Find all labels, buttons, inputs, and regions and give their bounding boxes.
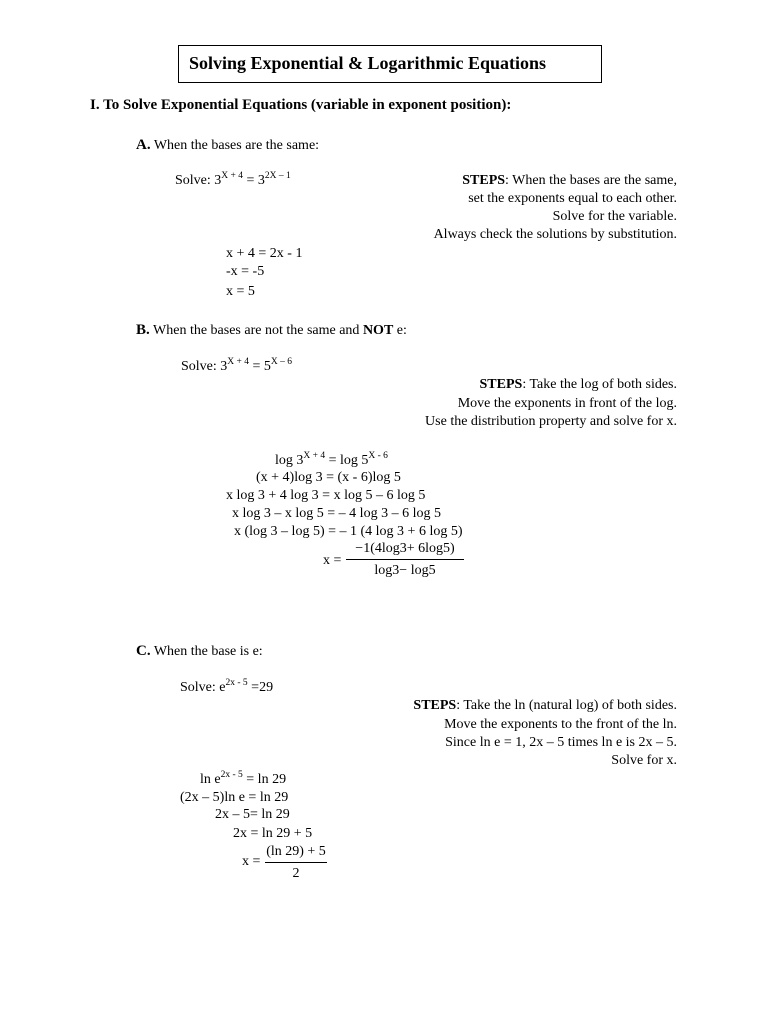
part-a-solve-prefix: Solve: 3 bbox=[175, 173, 222, 188]
part-c-work-l1-prefix: ln e bbox=[200, 772, 221, 787]
part-a-work-line: -x = -5 bbox=[226, 264, 265, 279]
part-c-steps-label: STEPS bbox=[413, 698, 457, 713]
part-c-steps-line2: Move the exponents to the front of the ln. bbox=[444, 717, 677, 732]
part-c-work-l1-exp: 2x - 5 bbox=[220, 770, 243, 780]
part-c-work-line4: 2x = ln 29 + 5 bbox=[233, 826, 313, 841]
part-a-solve bbox=[175, 172, 291, 190]
part-c-steps-line4: Solve for x. bbox=[611, 753, 677, 768]
part-b-work-l1-mid: = log 5 bbox=[325, 453, 369, 468]
part-b-x-equals: x = bbox=[323, 553, 342, 568]
part-c-x-equals: x = bbox=[242, 854, 261, 869]
part-b-fraction bbox=[346, 541, 464, 579]
part-b-solve-prefix: Solve: 3 bbox=[181, 359, 228, 374]
part-a-solve-exp2: 2X – 1 bbox=[264, 171, 291, 181]
part-b-work-line1 bbox=[275, 452, 388, 470]
part-a-work-line: x + 4 = 2x - 1 bbox=[226, 246, 303, 261]
part-b-steps-label: STEPS bbox=[479, 377, 523, 392]
part-c-solve-prefix: Solve: e bbox=[180, 680, 226, 695]
part-c-steps-line3: Since ln e = 1, 2x – 5 times ln e is 2x – 5. bbox=[445, 735, 677, 750]
part-b-work-l1-exp2: X - 6 bbox=[368, 451, 388, 461]
part-b-solve bbox=[181, 358, 292, 376]
part-a-letter: A. bbox=[136, 137, 151, 153]
part-c-work-line3: 2x – 5= ln 29 bbox=[215, 807, 290, 822]
part-a-work-line: x = 5 bbox=[226, 284, 255, 299]
part-b-steps-line1 bbox=[480, 376, 678, 394]
part-a-steps-line3: Solve for the variable. bbox=[552, 209, 677, 224]
part-c-work-line1 bbox=[200, 771, 286, 789]
part-b-intro bbox=[136, 321, 407, 340]
title-box bbox=[178, 45, 602, 83]
part-a-intro-text: When the bases are the same: bbox=[150, 138, 320, 153]
part-b-letter: B. bbox=[136, 322, 150, 338]
part-b-fraction-denominator: log3− log5 bbox=[374, 563, 436, 578]
part-c-fraction-numerator: (ln 29) + 5 bbox=[265, 844, 327, 863]
part-b-work-l1-exp1: X + 4 bbox=[303, 451, 326, 461]
part-b-steps-line1-text: : Take the log of both sides. bbox=[522, 377, 677, 392]
part-b-intro-bold: NOT bbox=[362, 323, 394, 338]
part-b-work-line3: x log 3 + 4 log 3 = x log 5 – 6 log 5 bbox=[226, 488, 426, 503]
part-b-intro-before: When the bases are not the same and bbox=[149, 323, 363, 338]
part-a-solve-exp1: X + 4 bbox=[221, 171, 243, 181]
part-c-letter: C. bbox=[136, 643, 151, 659]
part-b-fraction-numerator: −1(4log3+ 6log5) bbox=[346, 541, 464, 560]
part-b-work-line5: x (log 3 – log 5) = – 1 (4 log 3 + 6 log 5) bbox=[234, 524, 463, 539]
part-b-work-line4: x log 3 – x log 5 = – 4 log 3 – 6 log 5 bbox=[232, 506, 441, 521]
part-b-work-line2: (x + 4)log 3 = (x - 6)log 5 bbox=[256, 470, 401, 485]
part-b-solve-exp1: X + 4 bbox=[227, 357, 249, 367]
part-a-steps-line4: Always check the solutions by substitution. bbox=[433, 227, 677, 242]
part-c-solve-exp: 2x - 5 bbox=[225, 678, 248, 688]
part-b-solve-exp2: X – 6 bbox=[270, 357, 293, 367]
section-heading: I. To Solve Exponential Equations (variable in exponent position): bbox=[90, 97, 512, 113]
part-c-intro bbox=[136, 642, 263, 661]
part-b-steps-line2: Move the exponents in front of the log. bbox=[457, 396, 677, 411]
part-a-steps-line2: set the exponents equal to each other. bbox=[468, 191, 677, 206]
part-b-solve-mid: = 5 bbox=[249, 359, 271, 374]
part-c-solve bbox=[180, 679, 273, 697]
part-c-solve-suffix: =29 bbox=[247, 680, 274, 695]
part-b-intro-after: e: bbox=[393, 323, 407, 338]
part-a-solve-mid: = 3 bbox=[243, 173, 265, 188]
part-a-steps-label: STEPS bbox=[462, 173, 506, 188]
part-a-steps-line1 bbox=[462, 172, 677, 190]
part-c-steps-line1 bbox=[413, 697, 677, 715]
part-a-steps-line1-text: : When the bases are the same, bbox=[505, 173, 677, 188]
part-c-intro-text: When the base is e: bbox=[150, 644, 263, 659]
part-c-steps-line1-text: : Take the ln (natural log) of both sides. bbox=[456, 698, 677, 713]
part-b-work-l1-prefix: log 3 bbox=[275, 453, 304, 468]
part-c-fraction-denominator: 2 bbox=[292, 866, 300, 881]
part-b-steps-line3: Use the distribution property and solve for x. bbox=[425, 414, 677, 429]
page-title: Solving Exponential & Logarithmic Equations bbox=[189, 53, 547, 73]
part-a-intro bbox=[136, 136, 319, 155]
part-c-work-l1-suffix: = ln 29 bbox=[242, 772, 287, 787]
part-c-work-line2: (2x – 5)ln e = ln 29 bbox=[180, 790, 289, 805]
part-c-fraction bbox=[265, 844, 327, 882]
